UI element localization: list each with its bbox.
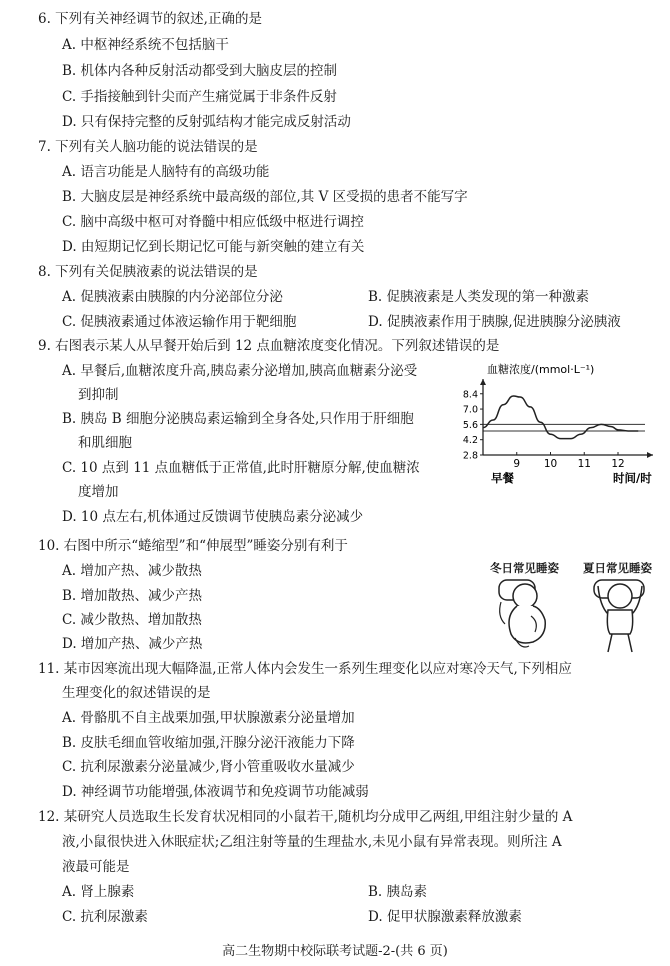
q12-stem-line3: 液最可能是 [62, 859, 130, 875]
summer-posture-label: 夏日常见睡姿 [583, 561, 652, 575]
q6-option-a: A. 中枢神经系统不包括脑干 [62, 37, 229, 53]
q9-option-d: D. 10 点左右,机体通过反馈调节使胰岛素分泌减少 [62, 509, 364, 525]
curled-sleeper-illustration [495, 576, 565, 654]
q11-option-d: D. 神经调节功能增强,体液调节和免疫调节功能减弱 [62, 784, 369, 800]
q10-stem: 10. 右图中所示“蜷缩型”和“伸展型”睡姿分别有利于 [38, 538, 348, 554]
q11-option-c: C. 抗利尿激素分泌量减少,肾小管重吸收水量减少 [62, 759, 355, 775]
chart-x-start-label: 早餐 [491, 471, 514, 485]
chart-y-tick-label: 2.8 [462, 450, 478, 462]
q9-option-a-line1: A. 早餐后,血糖浓度升高,胰岛素分泌增加,胰高血糖素分泌受 [62, 363, 418, 379]
q10-option-b: B. 增加散热、减少产热 [62, 588, 203, 604]
blood-glucose-chart [455, 355, 665, 490]
q12-option-d: D. 促甲状腺激素释放激素 [368, 909, 522, 925]
q10-option-c: C. 减少散热、增加散热 [62, 612, 202, 628]
q8-option-c: C. 促胰液素通过体液运输作用于靶细胞 [62, 314, 297, 330]
chart-y-tick-label: 4.2 [462, 435, 478, 447]
q7-option-a: A. 语言功能是人脑特有的高级功能 [62, 164, 270, 180]
chart-y-arrow [480, 379, 486, 385]
q11-option-a: A. 骨骼肌不自主战栗加强,甲状腺激素分泌量增加 [62, 710, 355, 726]
q9-option-c-line1: C. 10 点到 11 点血糖低于正常值,此时肝糖原分解,使血糖浓 [62, 460, 420, 476]
q11-stem-line2: 生理变化的叙述错误的是 [62, 685, 211, 701]
q7-option-b: B. 大脑皮层是神经系统中最高级的部位,其 V 区受损的患者不能写字 [62, 189, 468, 205]
q12-stem-line2: 液,小鼠很快进入休眠症状;乙组注射等量的生理盐水,未见小鼠有异常表现。则所注 A [62, 834, 562, 850]
q7-option-c: C. 脑中高级中枢可对脊髓中相应低级中枢进行调控 [62, 214, 364, 230]
chart-x-axis-label: 时间/时 [613, 471, 652, 485]
q9-option-b-line1: B. 胰岛 B 细胞分泌胰岛素运输到全身各处,只作用于肝细胞 [62, 411, 414, 427]
q6-option-c: C. 手指接触到针尖而产生痛觉属于非条件反射 [62, 89, 337, 105]
q8-option-b: B. 促胰液素是人类发现的第一种激素 [368, 289, 590, 305]
q7-stem: 7. 下列有关人脑功能的说法错误的是 [38, 139, 258, 155]
winter-posture-label: 冬日常见睡姿 [490, 561, 559, 575]
chart-y-axis-label: 血糖浓度/(mmol·L⁻¹) [487, 363, 595, 376]
q6-stem: 6. 下列有关神经调节的叙述,正确的是 [38, 11, 262, 27]
chart-y-tick-label: 7.0 [462, 404, 478, 416]
chart-y-tick-label: 8.4 [462, 389, 478, 401]
chart-y-tick-label: 5.6 [462, 419, 478, 431]
q12-option-c: C. 抗利尿激素 [62, 909, 148, 925]
q9-option-a-line2: 到抑制 [78, 387, 119, 403]
q11-stem-line1: 11. 某市因寒流出现大幅降温,正常人体内会发生一系列生理变化以应对寒冷天气,下列相应 [38, 661, 572, 677]
q8-option-a: A. 促胰液素由胰腺的内分泌部位分泌 [62, 289, 283, 305]
q8-option-d: D. 促胰液素作用于胰腺,促进胰腺分泌胰液 [368, 314, 621, 330]
q8-stem: 8. 下列有关促胰液素的说法错误的是 [38, 264, 258, 280]
q12-option-b: B. 胰岛素 [368, 884, 428, 900]
stretched-sleeper-illustration [592, 576, 648, 654]
chart-x-tick-label: 10 [543, 458, 558, 470]
q9-stem: 9. 右图表示某人从早餐开始后到 12 点血糖浓度变化情况。下列叙述错误的是 [38, 338, 500, 354]
chart-x-tick-label: 12 [611, 458, 625, 470]
q6-option-d: D. 只有保持完整的反射弧结构才能完成反射活动 [62, 114, 351, 130]
page-footer: 高二生物期中校际联考试题-2-(共 6 页) [222, 944, 448, 959]
chart-x-tick-label: 9 [513, 458, 521, 470]
chart-x-arrow [647, 452, 653, 458]
q10-option-d: D. 增加产热、减少产热 [62, 636, 203, 652]
q12-stem-line1: 12. 某研究人员选取生长发育状况相同的小鼠若干,随机均分成甲乙两组,甲组注射少量的 A [38, 809, 573, 825]
q11-option-b: B. 皮肤毛细血管收缩加强,汗腺分泌汗液能力下降 [62, 735, 355, 751]
q12-option-a: A. 肾上腺素 [62, 884, 135, 900]
q10-option-a: A. 增加产热、减少散热 [62, 563, 202, 579]
q6-option-b: B. 机体内各种反射活动都受到大脑皮层的控制 [62, 63, 338, 79]
q7-option-d: D. 由短期记忆到长期记忆可能与新突触的建立有关 [62, 239, 365, 255]
q9-option-c-line2: 度增加 [78, 484, 119, 500]
chart-glucose-curve [483, 396, 638, 439]
chart-x-tick-label: 11 [577, 458, 591, 470]
q9-option-b-line2: 和肌细胞 [78, 435, 132, 451]
